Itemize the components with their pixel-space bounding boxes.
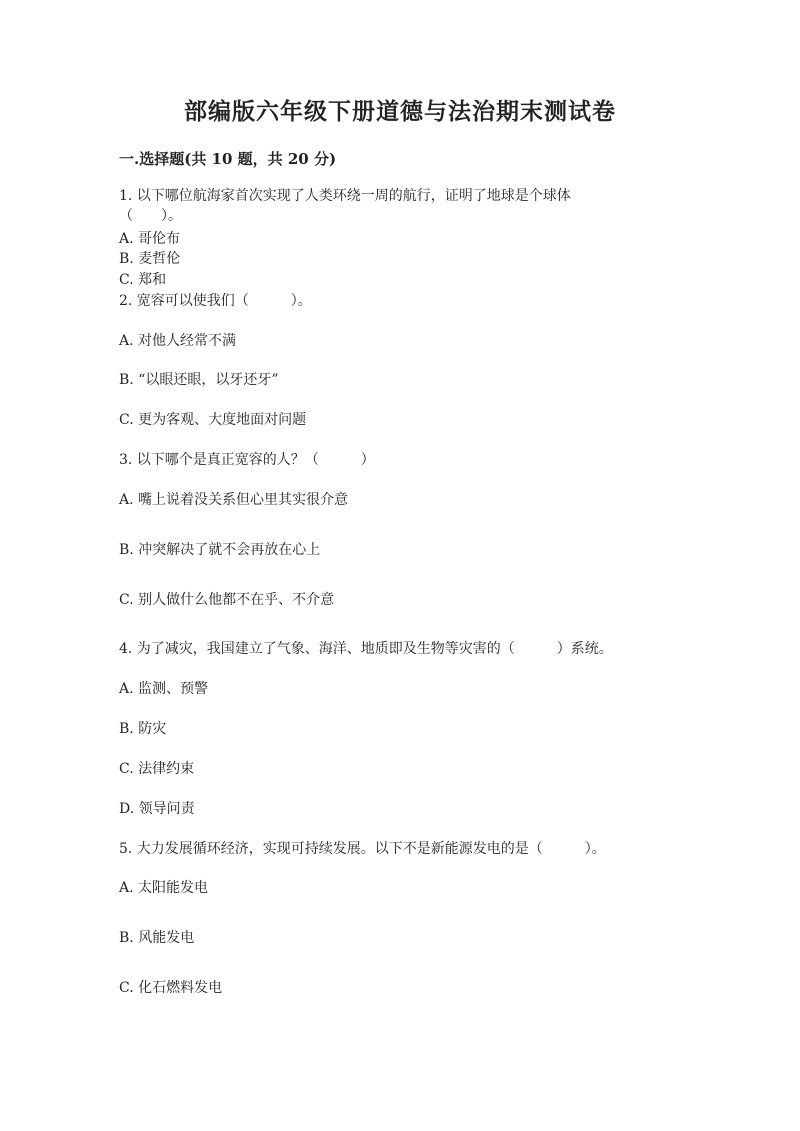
question-1-stem-line-2: （ ）。 (119, 208, 182, 224)
question-3-stem: 3. 以下哪个是真正宽容的人？（ ） (119, 452, 375, 468)
question-2-option-a: A. 对他人经常不满 (119, 333, 237, 349)
question-4-option-c: C. 法律约束 (119, 761, 195, 777)
question-5-option-c: C. 化石燃料发电 (119, 980, 223, 996)
question-1-option-c: C. 郑和 (119, 272, 167, 288)
question-3-option-b: B. 冲突解决了就不会再放在心上 (119, 542, 321, 558)
question-4-stem: 4. 为了减灾，我国建立了气象、海洋、地质即及生物等灾害的（ ）系统。 (119, 641, 613, 657)
question-1-option-b: B. 麦哲伦 (119, 251, 181, 267)
question-1-option-a: A. 哥伦布 (119, 231, 181, 247)
question-4-option-b: B. 防灾 (119, 721, 167, 737)
page-title: 部编版六年级下册道德与法治期末测试卷 (184, 98, 616, 125)
question-2-option-c: C. 更为客观、大度地面对问题 (119, 412, 307, 428)
question-5-stem: 5. 大力发展循环经济，实现可持续发展。以下不是新能源发电的是（ ）。 (119, 841, 606, 857)
question-2-stem: 2. 宽容可以使我们（ ）。 (119, 293, 312, 309)
question-3-option-c: C. 别人做什么他都不在乎、不介意 (119, 592, 335, 608)
question-5-option-b: B. 风能发电 (119, 930, 195, 946)
section-heading: 一.选择题(共 10 题，共 20 分) (119, 150, 337, 168)
question-3-option-a: A. 嘴上说着没关系但心里其实很介意 (119, 492, 349, 508)
question-4-option-d: D. 领导问责 (119, 801, 195, 817)
question-1-stem-line-1: 1. 以下哪位航海家首次实现了人类环绕一周的航行，证明了地球是个球体 (119, 188, 571, 204)
question-4-option-a: A. 监测、预警 (119, 681, 209, 697)
question-5-option-a: A. 太阳能发电 (119, 880, 209, 896)
question-2-option-b: B. “以眼还眼，以牙还牙” (119, 372, 279, 388)
